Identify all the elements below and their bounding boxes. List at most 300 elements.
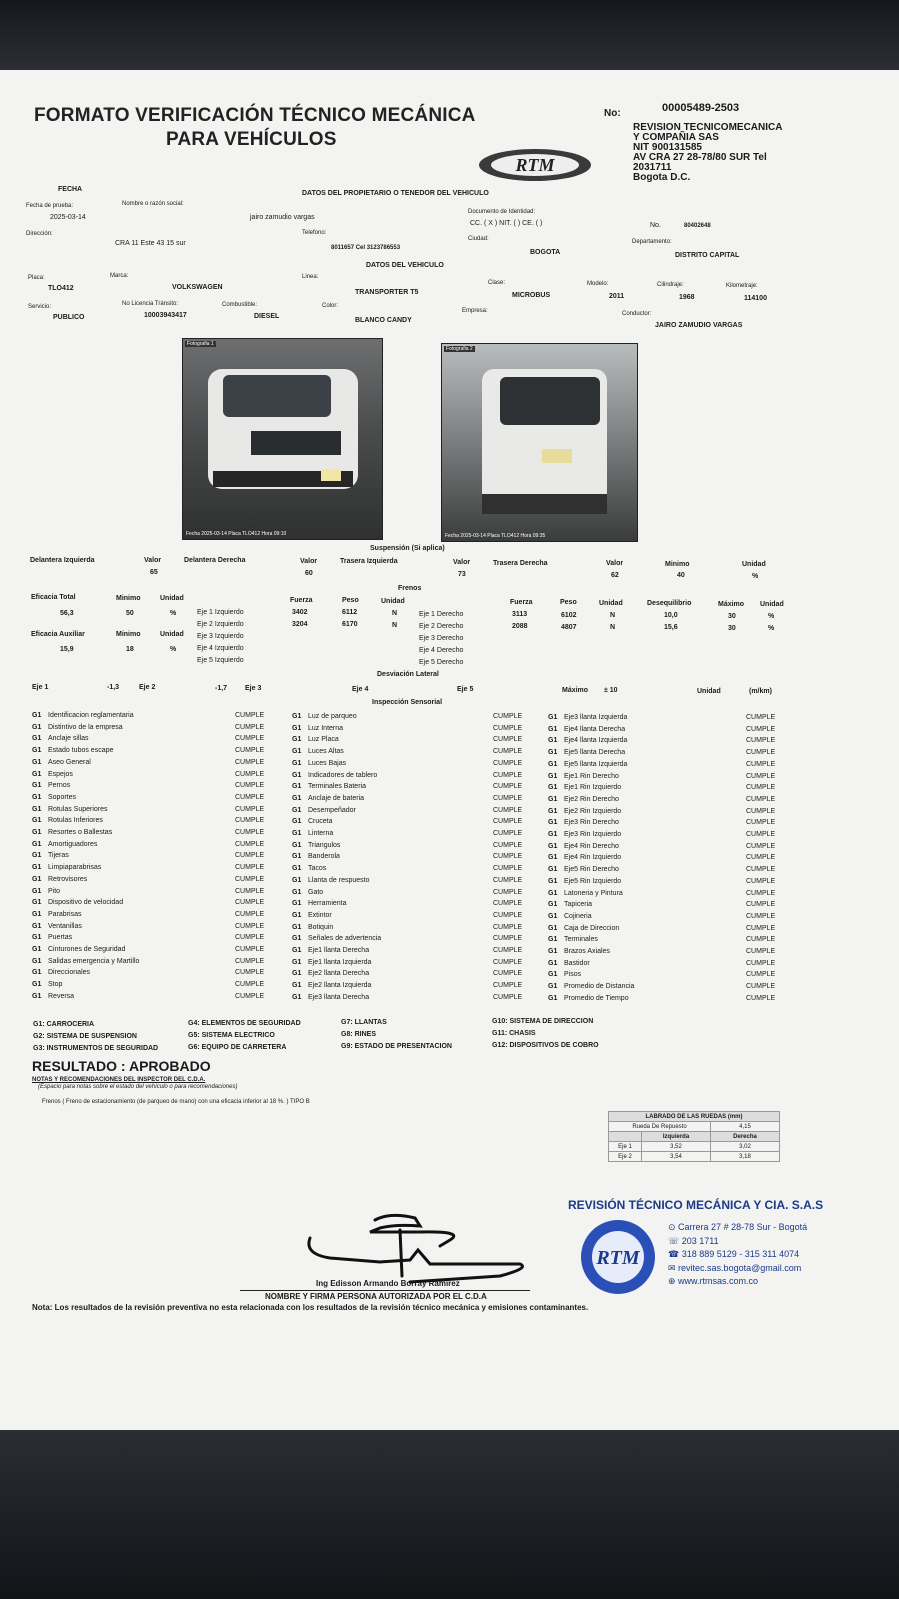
desv-eje1-value: -1,3	[107, 684, 120, 691]
empresa-label: Empresa:	[462, 308, 488, 314]
modelo-label: Modelo:	[587, 281, 609, 287]
item-name: Luces Altas	[308, 748, 344, 756]
group-code: G1	[548, 901, 558, 909]
group-code: G1	[548, 912, 558, 920]
susp-h-minimo: Minimo	[665, 561, 690, 568]
item-result: CUMPLE	[493, 736, 523, 744]
group-code: G1	[548, 959, 558, 967]
notas-subtitle: (Espacio para notas sobre el estado del vehículo o para recomendaciones)	[38, 1084, 238, 1090]
item-result: CUMPLE	[746, 901, 776, 909]
item-result: CUMPLE	[493, 888, 523, 896]
item-name: Terminales	[564, 936, 598, 944]
eficacia-total-value: 56,3	[60, 610, 74, 617]
group-code: G1	[548, 924, 558, 932]
fr-h-unidad-l: Unidad	[381, 598, 405, 605]
fr-h-maximo: Máximo	[718, 601, 745, 608]
eficacia-unidad-value: %	[170, 610, 177, 617]
kilometraje-value: 114100	[744, 295, 767, 302]
inspeccion-row	[292, 994, 532, 1004]
group-code: G1	[32, 852, 42, 860]
item-name: Caja de Direccion	[564, 924, 620, 932]
repuesto-value: 4,15	[711, 1122, 780, 1132]
inspeccion-row	[292, 924, 532, 934]
inspeccion-row	[292, 736, 532, 746]
inspeccion-row	[548, 890, 788, 900]
susp-h-tra-der: Trasera Derecha	[493, 560, 548, 567]
item-result: CUMPLE	[235, 910, 265, 918]
inspeccion-row	[548, 749, 788, 759]
inspeccion-row	[548, 726, 788, 736]
group-code: G1	[292, 958, 302, 966]
item-name: Eje3 Rin Derecho	[564, 819, 619, 827]
rtm-logo	[478, 148, 592, 182]
clase-label: Clase:	[488, 280, 506, 286]
inspeccion-row	[292, 982, 532, 992]
group-code: G1	[548, 749, 558, 757]
item-result: CUMPLE	[235, 957, 265, 965]
inspeccion-row	[32, 911, 272, 921]
item-name: Eje4 Rin Derecho	[564, 842, 619, 850]
item-name: Eje4 llanta Derecha	[564, 725, 626, 733]
resultado-aprobado: RESULTADO : APROBADO	[32, 1058, 211, 1074]
item-name: Eje2 llanta Izquierda	[308, 982, 372, 990]
item-name: Pito	[48, 887, 61, 895]
inspeccion-row	[32, 958, 272, 968]
no-doc-value: 80402648	[684, 223, 711, 229]
item-result: CUMPLE	[235, 770, 265, 778]
group-code: G1	[548, 795, 558, 803]
fr-h-unidad-r: Unidad	[599, 600, 623, 607]
repuesto-label: Rueda De Repuesto	[609, 1122, 711, 1132]
group-code: G1	[292, 818, 302, 826]
item-result: CUMPLE	[493, 911, 523, 919]
departamento-value: DISTRITO CAPITAL	[675, 252, 740, 259]
group-code: G1	[32, 910, 42, 918]
susp-v-unidad: %	[752, 573, 759, 580]
group-code: G1	[548, 854, 558, 862]
item-result: CUMPLE	[235, 805, 265, 813]
eje1-izq-unidad: N	[392, 610, 398, 617]
item-result: CUMPLE	[746, 842, 776, 850]
susp-h-tra-izq: Trasera Izquierda	[340, 558, 398, 565]
group-code: G1	[548, 831, 558, 838]
item-result: CUMPLE	[493, 818, 523, 826]
item-name: Pisos	[564, 971, 582, 979]
item-name: Latoneria y Pintura	[564, 889, 623, 897]
inspeccion-row	[548, 796, 788, 806]
inspeccion-row	[292, 783, 532, 793]
color-label: Color:	[322, 303, 339, 309]
susp-h-del-der: Delantera Derecha	[184, 557, 246, 564]
item-result: CUMPLE	[493, 947, 523, 954]
inspeccion-row	[32, 841, 272, 851]
inspeccion-row	[32, 888, 272, 898]
inspeccion-row	[32, 969, 272, 979]
group-code: G1	[32, 875, 42, 883]
group-code: G1	[548, 889, 558, 897]
notas-text: Frenos ( Freno de estacionamiento (de parqueo de mano) con una eficacia inferior al 18 %. ) TIPO B	[42, 1099, 310, 1105]
eje1-izq-peso: 6112	[342, 609, 358, 616]
clase-value: MICROBUS	[512, 292, 551, 299]
item-name: Direccionales	[48, 969, 91, 977]
group-code: G1	[32, 922, 42, 930]
eje1-der-label: Eje 1 Derecho	[419, 611, 464, 618]
inspeccion-row	[32, 993, 272, 1003]
desv-eje3-label: Eje 3	[245, 685, 262, 692]
item-result: CUMPLE	[746, 725, 776, 733]
group-code: G1	[292, 947, 302, 954]
group-g1: G1: CARROCERIA	[33, 1021, 95, 1028]
inspeccion-row	[32, 946, 272, 956]
item-name: Desempeñador	[308, 806, 356, 814]
item-name: Distintivo de la empresa	[48, 723, 123, 731]
documento-tipo: CC. ( X ) NIT. ( ) CE. ( )	[470, 220, 543, 227]
stamp-contact: ⊙ Carrera 27 # 28-78 Sur - Bogotá ☏ 203 1711 ☎ 318 889 5129 - 315 311 4074 ✉ revitec.sas.bogota@gmail.com ⊕ www.rtmsas.com.co	[668, 1222, 808, 1286]
title-line-2: PARA VEHÍCULOS	[166, 129, 337, 150]
inspeccion-row	[32, 724, 272, 734]
item-name: Anclaje sillas	[48, 735, 89, 743]
group-code: G1	[292, 724, 302, 732]
phone-icon: ☏	[668, 1235, 682, 1246]
desv-eje4-label: Eje 4	[352, 686, 369, 693]
item-result: CUMPLE	[235, 840, 265, 848]
item-result: CUMPLE	[493, 806, 523, 814]
item-name: Identificacion reglamentaria	[48, 712, 134, 719]
item-result: CUMPLE	[493, 841, 523, 849]
item-name: Cinturones de Seguridad	[48, 946, 126, 953]
group-code: G1	[548, 866, 558, 874]
eficacia-aux-label: Eficacia Auxiliar	[31, 631, 85, 638]
item-name: Rotulas Superiores	[48, 805, 108, 813]
susp-h-valor1: Valor	[144, 557, 162, 564]
item-name: Tacos	[308, 865, 327, 873]
item-name: Eje2 Rin Derecho	[564, 795, 619, 803]
item-name: Eje3 llanta Izquierda	[564, 714, 628, 721]
background-top	[0, 0, 899, 75]
item-result: CUMPLE	[493, 771, 523, 779]
group-code: G1	[548, 737, 558, 745]
group-code: G1	[548, 714, 558, 721]
inspeccion-row	[548, 854, 788, 864]
item-result: CUMPLE	[746, 714, 776, 721]
item-result: CUMPLE	[746, 994, 776, 1002]
desv-eje1-label: Eje 1	[32, 684, 49, 691]
item-result: CUMPLE	[493, 970, 523, 978]
inspeccion-row	[292, 795, 532, 805]
eje3-izq-label: Eje 3 Izquierdo	[197, 633, 244, 640]
item-name: Dispositivo de velocidad	[48, 899, 124, 907]
item-result: CUMPLE	[235, 981, 265, 989]
item-name: Extintor	[308, 911, 332, 919]
group-code: G1	[292, 783, 302, 791]
item-result: CUMPLE	[493, 794, 523, 802]
item-result: CUMPLE	[235, 723, 265, 731]
group-code: G1	[292, 993, 302, 1001]
group-code: G1	[292, 900, 302, 908]
item-result: CUMPLE	[746, 866, 776, 874]
item-name: Señales de advertencia	[308, 935, 382, 943]
telefono-label: Telefono:	[302, 230, 327, 236]
eje2-izq-fuerza: 3204	[292, 621, 308, 628]
eje2-der-unidad: N	[610, 624, 616, 631]
inspeccion-row	[548, 773, 788, 783]
susp-v-del-izq: 65	[150, 569, 158, 576]
inspector-signature	[300, 1206, 530, 1286]
eficacia-min-label: Minimo	[116, 595, 141, 602]
item-result: CUMPLE	[746, 784, 776, 792]
item-result: CUMPLE	[746, 807, 776, 815]
labrado-der-label: Derecha	[711, 1132, 780, 1142]
direccion-value: CRA 11 Este 43 15 sur	[115, 240, 186, 247]
item-name: Eje4 llanta Izquierda	[564, 737, 628, 745]
susp-h-unidad: Unidad	[742, 561, 766, 568]
group-code: G1	[32, 782, 42, 790]
eje3-der-label: Eje 3 Derecho	[419, 635, 464, 642]
group-code: G1	[32, 957, 42, 965]
servicio-value: PUBLICO	[53, 314, 85, 321]
item-name: Herramienta	[308, 900, 347, 908]
item-result: CUMPLE	[493, 748, 523, 756]
item-result: CUMPLE	[235, 852, 265, 860]
inspeccion-row	[32, 934, 272, 944]
aux-unidad-value: %	[170, 646, 177, 653]
inspeccion-row	[548, 971, 788, 981]
inspeccion-row	[548, 819, 788, 829]
item-result: CUMPLE	[746, 772, 776, 780]
group-code: G1	[292, 853, 302, 861]
group-code: G1	[548, 936, 558, 944]
group-code: G1	[548, 772, 558, 780]
fr-h-peso-r: Peso	[560, 599, 577, 606]
linea-label: Linea:	[302, 274, 319, 280]
licencia-label: No Licencia Tránsito:	[122, 301, 179, 307]
item-result: CUMPLE	[493, 876, 523, 884]
inspeccion-row	[548, 948, 788, 958]
item-result: CUMPLE	[235, 934, 265, 942]
item-result: CUMPLE	[493, 993, 523, 1001]
group-code: G1	[32, 793, 42, 801]
direccion-label: Dirección:	[26, 231, 53, 237]
group-g6: G6: EQUIPO DE CARRETERA	[188, 1044, 287, 1051]
inspeccion-row	[32, 759, 272, 769]
item-result: CUMPLE	[746, 983, 776, 991]
linea-value: TRANSPORTER T5	[355, 289, 419, 296]
inspeccion-row	[32, 829, 272, 839]
item-result: CUMPLE	[235, 817, 265, 825]
owner-section-title: DATOS DEL PROPIETARIO O TENEDOR DEL VEHICULO	[302, 190, 489, 197]
group-code: G1	[548, 971, 558, 979]
eje2-izq-peso: 6170	[342, 621, 358, 628]
fr-h-fuerza-l: Fuerza	[290, 597, 313, 604]
inspeccion-row	[32, 923, 272, 933]
item-result: CUMPLE	[746, 795, 776, 803]
item-result: CUMPLE	[493, 935, 523, 943]
inspeccion-row	[548, 784, 788, 794]
eje2-der-label: Eje 2 Derecho	[419, 623, 464, 630]
group-code: G1	[292, 911, 302, 919]
group-code: G1	[292, 771, 302, 779]
no-doc-label: No.	[650, 222, 661, 229]
item-name: Linterna	[308, 830, 334, 837]
group-code: G1	[32, 840, 42, 848]
item-name: Retrovisores	[48, 875, 88, 883]
item-result: CUMPLE	[235, 969, 265, 977]
inspeccion-row	[32, 876, 272, 886]
desv-unidad-label: Unidad	[697, 688, 721, 695]
stamp-title: REVISIÓN TÉCNICO MECÁNICA Y CIA. S.A.S	[568, 1198, 824, 1212]
inspeccion-row	[292, 853, 532, 863]
eficacia-min-value: 50	[126, 610, 134, 617]
eje2-unidad: %	[768, 625, 775, 632]
ciudad-label: Ciudad:	[468, 236, 489, 242]
item-result: CUMPLE	[746, 749, 776, 757]
group-code: G1	[292, 865, 302, 873]
vehicle-photo-front: Fotografia 1 Fecha 2025-03-14 Placa TLO412 Hora 09:10	[182, 338, 383, 540]
item-result: CUMPLE	[746, 971, 776, 979]
inspector-name: Ing Edisson Armando Borray Ramirez	[316, 1279, 460, 1288]
item-name: Reversa	[48, 992, 75, 1000]
svg-text:RTM: RTM	[596, 1247, 640, 1269]
item-name: Resortes o Ballestas	[48, 829, 113, 836]
item-result: CUMPLE	[493, 982, 523, 990]
fecha-prueba-label: Fecha de prueba:	[26, 203, 74, 209]
group-g2: G2: SISTEMA DE SUSPENSION	[33, 1033, 137, 1040]
item-result: CUMPLE	[746, 959, 776, 967]
color-value: BLANCO CANDY	[355, 317, 412, 324]
ciudad-value: BOGOTA	[530, 249, 561, 256]
item-result: CUMPLE	[493, 724, 523, 732]
nombre-label: Nombre o razón social:	[122, 201, 184, 207]
inspeccion-row	[548, 936, 788, 946]
item-result: CUMPLE	[493, 958, 523, 966]
group-g8: G8: RINES	[341, 1031, 377, 1038]
inspeccion-row	[548, 737, 788, 747]
group-code: G1	[292, 830, 302, 837]
item-name: Salidas emergencia y Martillo	[48, 957, 140, 965]
group-code: G1	[292, 794, 302, 802]
inspeccion-row	[292, 947, 532, 957]
item-name: Ventanillas	[48, 922, 82, 930]
susp-v-del-der: 60	[305, 570, 313, 577]
item-result: CUMPLE	[235, 946, 265, 953]
item-result: CUMPLE	[746, 889, 776, 897]
item-name: Indicadores de tablero	[308, 771, 378, 779]
inspeccion-title: Inspección Sensorial	[372, 699, 443, 706]
inspeccion-row	[292, 900, 532, 910]
group-g3: G3: INSTRUMENTOS DE SEGURIDAD	[33, 1045, 159, 1052]
nota-final: Nota: Los resultados de la revisión preventiva no esta relacionada con los resultados de la revisión técnico mecánica y emisiones contaminantes.	[32, 1303, 589, 1312]
item-name: Rotulas Inferiores	[48, 817, 103, 825]
item-result: CUMPLE	[235, 829, 265, 836]
eje1-der-unidad: N	[610, 612, 616, 619]
group-code: G1	[548, 760, 558, 768]
eje2-izq-label: Eje 2 Izquierdo	[197, 621, 244, 628]
group-g5: G5: SISTEMA ELECTRICO	[188, 1032, 275, 1039]
documento-label: Documento de Identidad:	[468, 209, 536, 215]
item-result: CUMPLE	[235, 758, 265, 766]
inspeccion-row	[548, 866, 788, 876]
inspeccion-row	[292, 772, 532, 782]
inspeccion-row	[292, 818, 532, 828]
cilindraje-value: 1968	[679, 294, 695, 301]
inspeccion-row	[548, 913, 788, 923]
labrado-eje1-izq: 3,52	[642, 1142, 711, 1152]
item-result: CUMPLE	[746, 854, 776, 862]
item-result: CUMPLE	[235, 992, 265, 1000]
signature-line	[240, 1290, 530, 1291]
susp-v-minimo: 40	[677, 572, 685, 579]
inspeccion-row	[292, 807, 532, 817]
document-number: 00005489-2503	[662, 102, 740, 114]
item-result: CUMPLE	[493, 783, 523, 791]
group-g12: G12: DISPOSITIVOS DE COBRO	[492, 1042, 599, 1049]
desv-unidad-value: (m/km)	[749, 688, 772, 695]
inspeccion-row	[548, 925, 788, 935]
title-line-1: FORMATO VERIFICACIÓN TÉCNICO MECÁNICA	[34, 105, 476, 126]
item-name: Aseo General	[48, 758, 91, 766]
eje1-desequilibrio: 10,0	[664, 612, 678, 619]
item-name: Tapiceria	[564, 901, 593, 909]
group-code: G1	[32, 992, 42, 1000]
vehicle-photo-rear: Fotografia 2 Fecha 2025-03-14 Placa TLO412 Hora 09:35	[441, 343, 638, 542]
inspeccion-row	[32, 771, 272, 781]
inspeccion-row	[292, 889, 532, 899]
inspeccion-row	[292, 912, 532, 922]
item-result: CUMPLE	[493, 830, 523, 837]
item-name: Terminales Bateria	[308, 783, 366, 791]
cilindraje-label: Cilindraje:	[657, 282, 684, 288]
group-code: G1	[32, 899, 42, 907]
group-code: G1	[32, 817, 42, 825]
fr-h-desequilibrio: Desequilibrio	[647, 600, 692, 607]
group-g10: G10: SISTEMA DE DIRECCION	[492, 1018, 594, 1025]
group-code: G1	[548, 983, 558, 991]
item-name: Eje5 Rin Derecho	[564, 866, 619, 874]
inspeccion-row	[548, 995, 788, 1005]
inspeccion-row	[292, 725, 532, 735]
item-name: Eje1 llanta Derecha	[308, 947, 370, 954]
eje2-izq-unidad: N	[392, 622, 398, 629]
inspeccion-row	[548, 901, 788, 911]
eje2-desequilibrio: 15,6	[664, 624, 678, 631]
inspeccion-row	[548, 983, 788, 993]
web-icon: ⊕	[668, 1276, 679, 1286]
aux-unidad-label: Unidad	[160, 631, 184, 638]
eje1-maximo: 30	[728, 613, 736, 620]
conductor-value: JAIRO ZAMUDIO VARGAS	[655, 322, 743, 329]
item-result: CUMPLE	[746, 948, 776, 955]
group-code: G1	[32, 934, 42, 942]
fr-h-fuerza-r: Fuerza	[510, 599, 533, 606]
no-label: No:	[604, 108, 621, 119]
group-g11: G11: CHASIS	[492, 1030, 536, 1037]
item-name: Botiquin	[308, 923, 334, 931]
notas-title: NOTAS Y RECOMENDACIONES DEL INSPECTOR DEL C.D.A.	[32, 1077, 206, 1083]
item-name: Eje5 llanta Derecha	[564, 749, 626, 757]
item-result: CUMPLE	[235, 875, 265, 883]
item-result: CUMPLE	[493, 900, 523, 908]
item-result: CUMPLE	[493, 759, 523, 767]
group-code: G1	[292, 806, 302, 814]
inspeccion-row	[548, 960, 788, 970]
group-code: G1	[32, 805, 42, 813]
desv-eje2-value: -1,7	[215, 685, 228, 692]
item-result: CUMPLE	[235, 922, 265, 930]
group-code: G1	[548, 784, 558, 792]
item-name: Eje3 Rin Izquierdo	[564, 831, 622, 838]
marca-label: Marca:	[110, 273, 129, 279]
item-name: Puertas	[48, 934, 73, 942]
